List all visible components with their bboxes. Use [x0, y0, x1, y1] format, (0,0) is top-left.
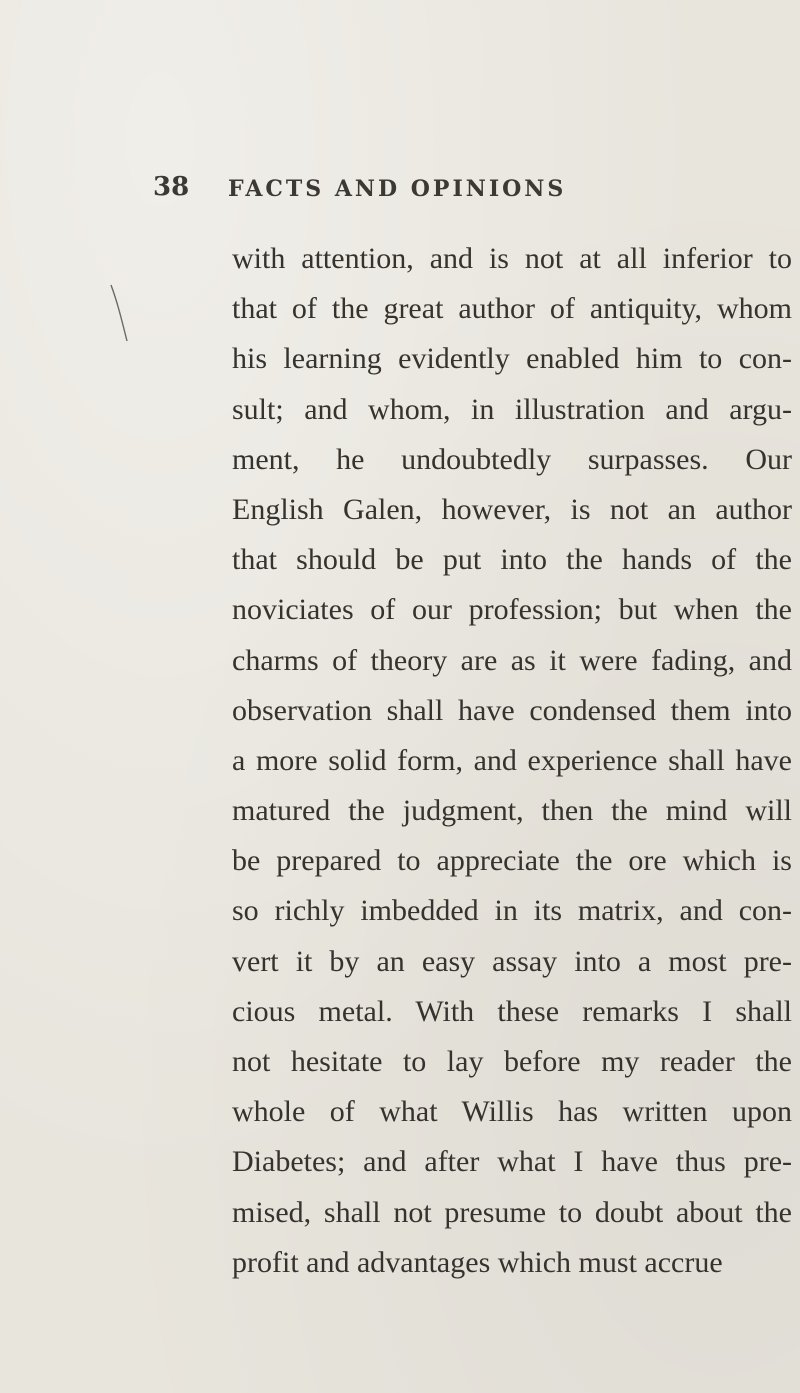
text-line: matured the judgment, then the mind will — [232, 794, 792, 828]
text-line: noviciates of our profession; but when the — [232, 593, 792, 627]
text-line: charms of theory are as it were fading, and — [232, 643, 792, 677]
text-line: that of the great author of antiquity, whom — [232, 292, 792, 326]
page-number: 38 — [153, 172, 190, 202]
text-line: whole of what Willis has written upon — [232, 1095, 792, 1129]
text-line: cious metal. With these remarks I shall — [232, 994, 792, 1028]
text-line: profit and advantages which must accrue — [232, 1245, 723, 1279]
text-line: his learning evidently enabled him to con- — [232, 342, 792, 376]
text-line: so richly imbedded in its matrix, and con- — [232, 894, 792, 928]
running-title: FACTS AND OPINIONS — [228, 176, 567, 202]
text-line: sult; and whom, in illustration and argu- — [232, 392, 792, 426]
text-line: observation shall have condensed them into — [232, 693, 792, 727]
text-line: that should be put into the hands of the — [232, 543, 792, 577]
text-line: vert it by an easy assay into a most pre- — [232, 944, 792, 978]
text-line: with attention, and is not at all inferior to — [232, 242, 792, 275]
text-line: ment, he undoubtedly surpasses. Our — [232, 442, 792, 476]
text-line: mised, shall not presume to doubt about the — [232, 1195, 792, 1229]
text-line: a more solid form, and experience shall have — [232, 743, 792, 777]
body-text — [232, 234, 792, 1288]
text-line: English Galen, however, is not an author — [232, 492, 792, 526]
text-line: be prepared to appreciate the ore which is — [232, 844, 792, 878]
text-line: Diabetes; and after what I have thus pre- — [232, 1145, 792, 1179]
text-line: not hesitate to lay before my reader the — [232, 1045, 792, 1078]
pencil-mark-icon — [107, 283, 131, 343]
